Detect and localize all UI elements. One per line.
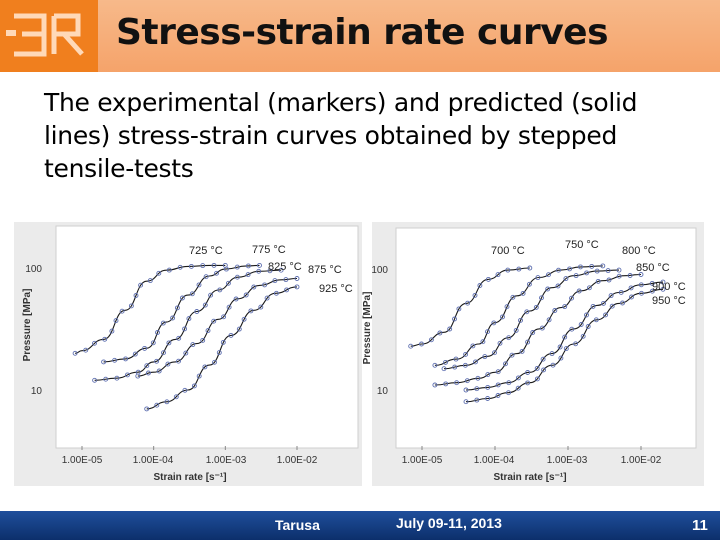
xtick-label: 1.00E-03: [205, 455, 247, 466]
ytick-label: 100: [25, 264, 42, 275]
series-label: 850 °C: [636, 262, 670, 274]
chart-left: [22, 226, 358, 483]
page-title: Stress-strain rate curves: [116, 12, 609, 53]
ytick-label: 10: [30, 386, 42, 397]
slide-footer: [0, 511, 720, 540]
series-label: 725 °C: [189, 245, 223, 257]
series-label: 875 °C: [308, 264, 342, 276]
page-number: 11: [692, 517, 708, 534]
y-axis-label: Pressure [MPa]: [362, 291, 373, 365]
xtick-label: 1.00E-05: [61, 455, 103, 466]
series-label: 700 °C: [491, 245, 525, 257]
xtick-label: 1.00E-05: [401, 455, 443, 466]
chart-right: [362, 228, 696, 483]
x-axis-label: Strain rate [s⁻¹]: [153, 472, 227, 483]
xtick-label: 1.00E-03: [546, 455, 588, 466]
xtick-label: 1.00E-04: [473, 455, 515, 466]
series-label: 825 °C: [268, 261, 302, 273]
plot-area: [56, 226, 358, 448]
series-label: 925 °C: [319, 283, 353, 295]
xtick-label: 1.00E-02: [620, 455, 662, 466]
series-label: 900 °C: [652, 281, 686, 293]
y-axis-label: Pressure [MPa]: [22, 288, 33, 362]
series-label: 750 °C: [565, 239, 599, 251]
ytick-label: 10: [376, 386, 388, 397]
footer-date: July 09-11, 2013: [396, 515, 502, 531]
series-label: 800 °C: [622, 245, 656, 257]
series-label: 950 °C: [652, 295, 686, 307]
xtick-label: 1.00E-04: [132, 455, 174, 466]
xtick-label: 1.00E-02: [276, 455, 318, 466]
slide-subtitle: The experimental (markers) and predicted (solid lines) stress-strain curves obtained by stepped tensile-tests: [44, 88, 638, 183]
x-axis-label: Strain rate [s⁻¹]: [493, 472, 567, 483]
footer-place: Tarusa: [275, 517, 320, 533]
series-label: 775 °C: [252, 244, 286, 256]
plot-area: [396, 228, 696, 448]
ytick-label: 100: [371, 265, 388, 276]
